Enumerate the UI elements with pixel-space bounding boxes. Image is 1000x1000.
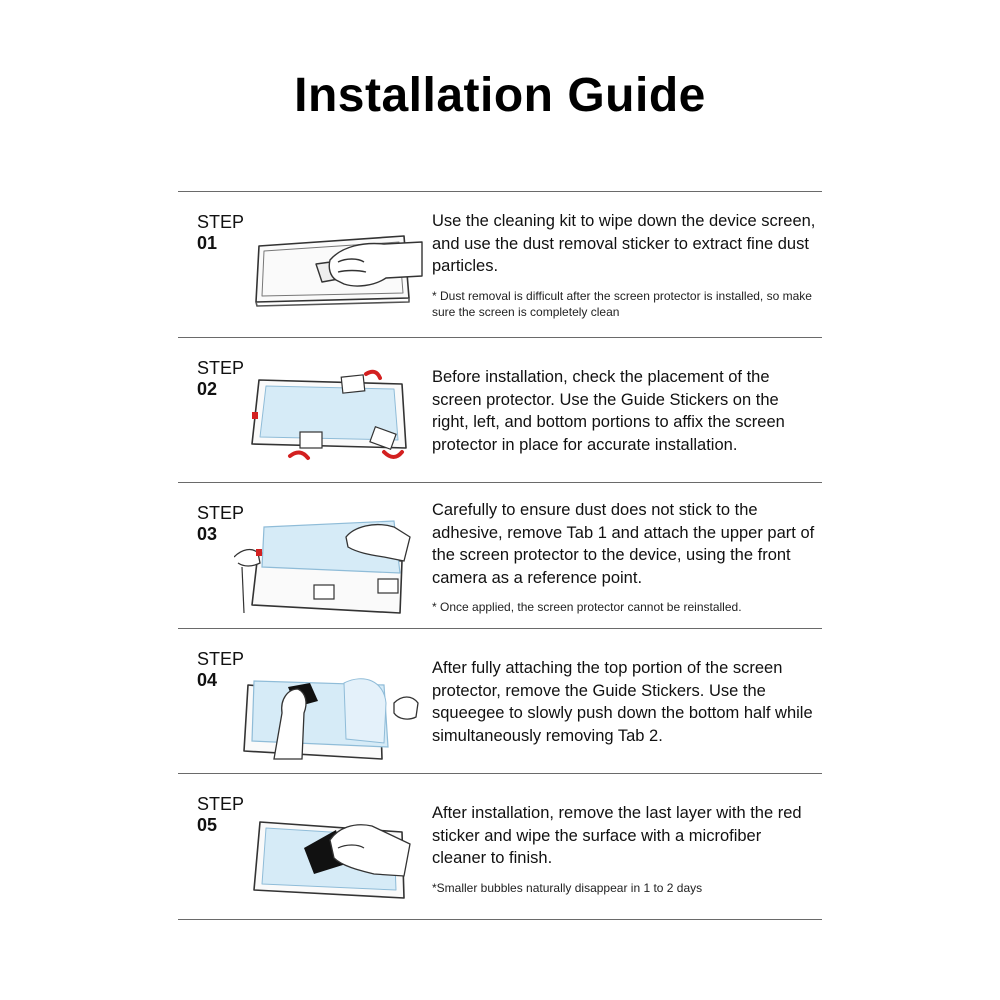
divider xyxy=(178,919,822,920)
step-05 xyxy=(178,774,822,919)
step-02 xyxy=(178,338,822,483)
step-text xyxy=(432,657,817,747)
step-number: 02 xyxy=(197,379,218,399)
step-text xyxy=(432,210,817,320)
step-04 xyxy=(178,629,822,774)
step-01 xyxy=(178,192,822,337)
step-number: 05 xyxy=(197,815,218,835)
step-word: STEP xyxy=(197,649,245,669)
step-text xyxy=(432,499,817,615)
squeegee-push-icon xyxy=(234,643,424,761)
remove-tab-attach-icon xyxy=(234,497,424,615)
page-title: Installation Guide xyxy=(294,69,706,122)
step-description: After fully attaching the top portion of the screen protector, remove the Guide Stickers. Use the squeegee to slowly push down the bottom half while simultaneously removing Tab 2. xyxy=(432,659,813,745)
step-note: * Once applied, the screen protector cannot be reinstalled. xyxy=(432,600,742,614)
step-03 xyxy=(178,483,822,628)
step-word: STEP xyxy=(197,794,245,814)
microfiber-wipe-icon xyxy=(234,788,424,906)
step-number: 04 xyxy=(197,670,218,690)
step-description: Before installation, check the placement of the screen protector. Use the Guide Stickers on the right, left, and bottom portions to affix the screen protector in place for accurate installation. xyxy=(432,368,785,454)
step-note: * Dust removal is difficult after the screen protector is installed, so make sure the screen is completely clean xyxy=(432,288,812,319)
step-description: Carefully to ensure dust does not stick to the adhesive, remove Tab 1 and attach the upper part of the screen protector to the device, using the front camera as a reference point. xyxy=(432,501,815,587)
step-description: After installation, remove the last layer with the red sticker and wipe the surface with a microfiber cleaner to finish. xyxy=(432,804,802,867)
step-description: Use the cleaning kit to wipe down the device screen, and use the dust removal sticker to extract fine dust particles. xyxy=(432,212,816,275)
step-word: STEP xyxy=(197,212,245,232)
step-word: STEP xyxy=(197,358,245,378)
tablet-cleaning-hand-icon xyxy=(234,206,424,324)
guide-stickers-placement-icon xyxy=(234,352,424,470)
step-number: 03 xyxy=(197,524,218,544)
step-text xyxy=(432,366,817,456)
step-word: STEP xyxy=(197,503,245,523)
step-text xyxy=(432,802,817,896)
step-number: 01 xyxy=(197,233,218,253)
step-note: *Smaller bubbles naturally disappear in 1 to 2 days xyxy=(432,880,703,895)
